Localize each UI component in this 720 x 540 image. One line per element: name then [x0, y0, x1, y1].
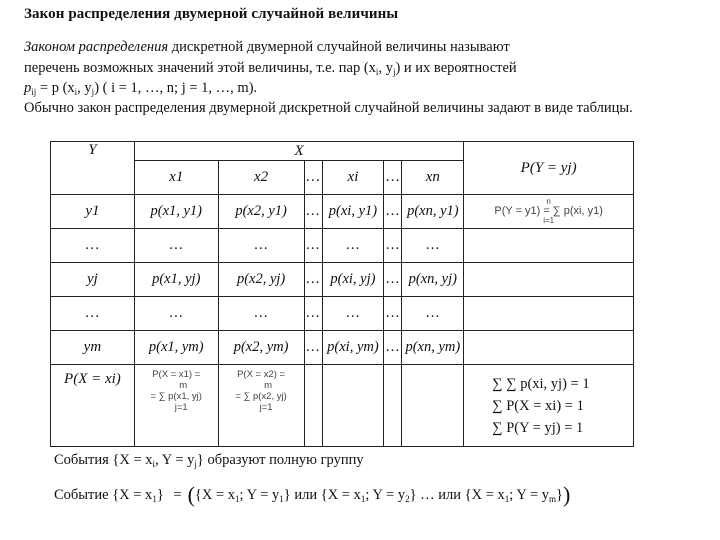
py-formula [464, 195, 634, 229]
px-formula-1-bottom: = ∑ p(x1, yj) [150, 391, 202, 402]
intro-line-1 [24, 39, 510, 56]
footer-line-1 [54, 452, 364, 469]
sum-identity-2: ∑ P(X = xi) = 1 [492, 397, 584, 414]
intro-line-3-rest: = p (x [36, 80, 75, 96]
table-cell: p(xi, y1) [322, 195, 384, 229]
px-formula-1-top: P(X = x1) = [152, 369, 201, 380]
intro-line-3-mid: , y [77, 80, 92, 96]
x-col-header: x2 [218, 161, 304, 195]
f2l: } … или {X = x [409, 487, 505, 503]
empty-cell [402, 365, 464, 447]
table-cell: … [402, 229, 464, 263]
px-formula-2-bottom: = ∑ p(x2, yj) [235, 391, 287, 402]
empty-cell [304, 365, 322, 447]
table-cell: p(xn, yj) [402, 263, 464, 297]
page-title: Закон распределения двумерной случайной величины [24, 6, 399, 22]
intro-line-2-end: ) и их вероятностей [395, 60, 517, 76]
table-cell: p(x1, ym) [134, 331, 218, 365]
x-col-header: … [384, 161, 402, 195]
table-cell: p(x2, y1) [218, 195, 304, 229]
f2d: {X = x [194, 487, 236, 503]
table-cell: … [402, 297, 464, 331]
table-row [51, 229, 634, 263]
table-cell: … [134, 297, 218, 331]
f2o: m [549, 494, 557, 504]
f2h: } или {X = x [283, 487, 361, 503]
x-col-header: x1 [134, 161, 218, 195]
intro-line-3-end: ) ( i = 1, …, n; j = 1, …, m). [94, 80, 258, 96]
empty-cell [322, 365, 384, 447]
py-formula-sup: n [546, 197, 551, 206]
py-empty-cell [464, 229, 634, 263]
row-label: yj [51, 263, 135, 297]
intro-line-4: Обычно закон распределения двумерной дискретной случайной величины задают в виде таблицы. [24, 100, 633, 116]
row-label: … [51, 297, 135, 331]
row-label: ym [51, 331, 135, 365]
py-header: P(Y = yj) [464, 142, 634, 195]
distribution-table [50, 141, 634, 447]
intro-line-1-rest: дискретной двумерной случайной величины называют [168, 39, 510, 55]
py-empty-cell [464, 297, 634, 331]
f2c: } [156, 487, 164, 503]
table-cell: p(xi, ym) [322, 331, 384, 365]
f1a: События {X = x [54, 452, 153, 468]
table-row [51, 195, 634, 229]
table-cell: … [322, 229, 384, 263]
f1b: i [152, 459, 156, 469]
f2g: 1 [279, 494, 284, 504]
table-cell: … [218, 297, 304, 331]
table-cell: … [304, 195, 322, 229]
intro-line-2-text: перечень возможных значений этой величины, т.е. пар (x [24, 60, 376, 76]
table-cell: … [384, 229, 402, 263]
table-cell: … [304, 263, 322, 297]
y-header: Y [51, 142, 135, 195]
f2eq: = [173, 487, 182, 503]
f2j: ; Y = y [365, 487, 406, 503]
table-cell: … [304, 331, 322, 365]
intro-line-3 [24, 80, 257, 97]
table-cell: p(xn, ym) [402, 331, 464, 365]
table-cell: p(xi, yj) [322, 263, 384, 297]
f2i: 1 [360, 494, 366, 504]
close-paren: ) [563, 482, 571, 507]
term-italic: Законом распределения [24, 39, 169, 55]
f2m: 1 [504, 494, 510, 504]
px-formula-1 [134, 365, 218, 447]
px-formula-2-top: P(X = x2) = [237, 369, 286, 380]
py-formula-sub: i=1 [543, 216, 555, 225]
x-col-header: xn [402, 161, 464, 195]
f1c: , Y = y [155, 452, 195, 468]
table-cell: p(xn, y1) [402, 195, 464, 229]
table-cell: … [384, 195, 402, 229]
f2k: 2 [405, 494, 410, 504]
f2b: 1 [152, 494, 157, 504]
intro-line-2 [24, 60, 517, 77]
table-cell: p(x2, yj) [218, 263, 304, 297]
p-symbol: p [24, 80, 32, 96]
sub-ij: ij [31, 87, 37, 97]
px-formula-2-sub: j=1 [259, 402, 273, 413]
f1e: } образуют полную группу [196, 452, 364, 468]
py-empty-cell [464, 331, 634, 365]
sub-j: j [392, 67, 396, 77]
table-cell: … [384, 331, 402, 365]
row-label: y1 [51, 195, 135, 229]
table-cell: … [322, 297, 384, 331]
f1d: j [194, 459, 197, 469]
footer-line-2 [54, 482, 570, 508]
x-header: X [134, 142, 463, 161]
px-formula-2 [218, 365, 304, 447]
py-empty-cell [464, 263, 634, 297]
table-cell: … [384, 263, 402, 297]
sum-identities [464, 365, 634, 447]
sub-j-2: j [91, 87, 95, 97]
table-cell: p(x2, ym) [218, 331, 304, 365]
px-formula-1-sub: j=1 [174, 402, 188, 413]
table-cell: p(x1, y1) [134, 195, 218, 229]
f2e: 1 [235, 494, 240, 504]
empty-cell [384, 365, 402, 447]
px-formula-2-sup: m [264, 380, 273, 391]
table-row [51, 297, 634, 331]
table-cell: … [218, 229, 304, 263]
table-cell: p(x1, yj) [134, 263, 218, 297]
table-cell: … [304, 229, 322, 263]
sub-i: i [375, 67, 379, 77]
px-label: P(X = xi) [51, 365, 135, 447]
sub-i-2: i [74, 87, 78, 97]
sum-identity-1: ∑ ∑ p(xi, yj) = 1 [492, 375, 590, 392]
f2p: } [556, 487, 563, 503]
py-formula-main: P(Y = y1) = ∑ p(xi, y1) [494, 205, 603, 217]
px-formula-1-sup: m [179, 380, 188, 391]
sum-identity-3: ∑ P(Y = yj) = 1 [492, 419, 584, 436]
x-col-header: … [304, 161, 322, 195]
table-cell: … [304, 297, 322, 331]
intro-line-2-mid: , y [378, 60, 393, 76]
table-row [51, 263, 634, 297]
table-cell: … [134, 229, 218, 263]
x-col-header: xi [322, 161, 384, 195]
f2a: Событие {X = x [54, 487, 153, 503]
table-row [51, 331, 634, 365]
row-label: … [51, 229, 135, 263]
f2n: ; Y = y [509, 487, 550, 503]
open-paren: ( [187, 482, 195, 507]
f2f: ; Y = y [239, 487, 280, 503]
table-cell: … [384, 297, 402, 331]
